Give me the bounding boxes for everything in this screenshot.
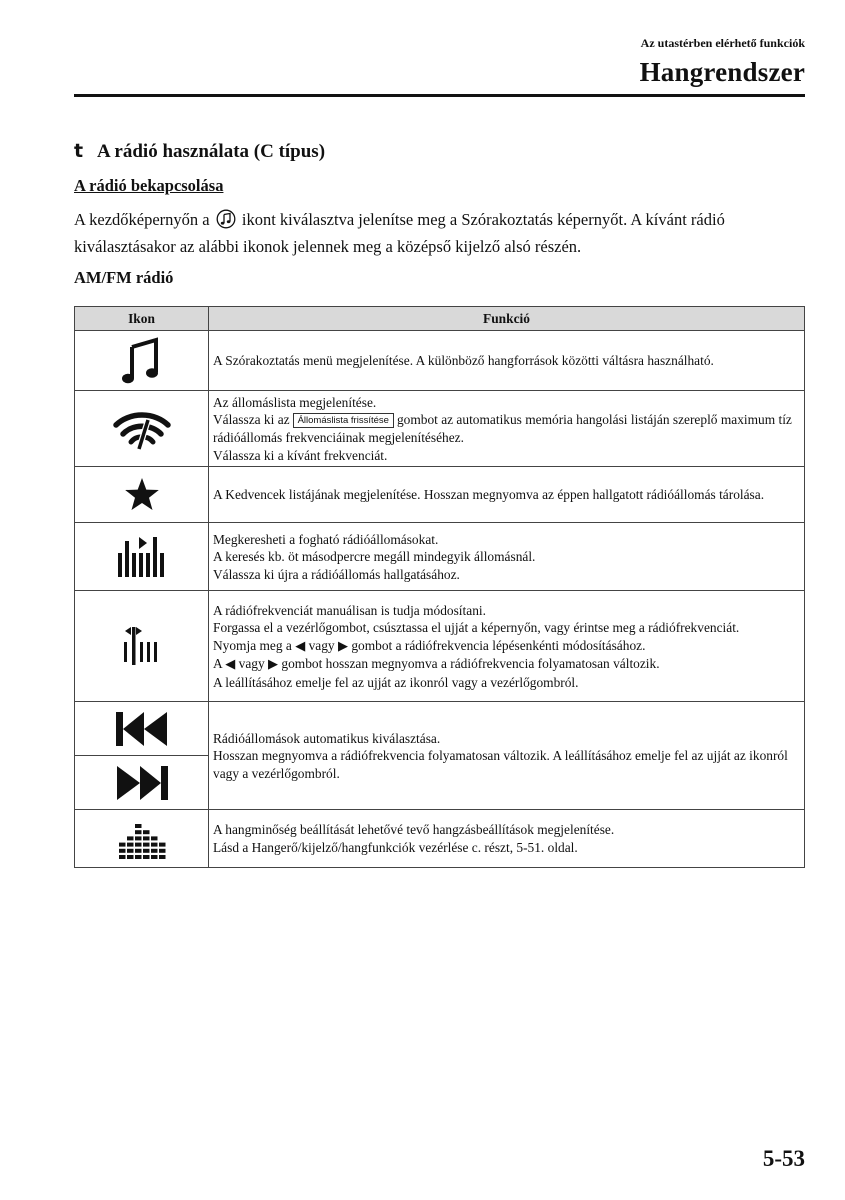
tune-up-arrow-icon: ▶ <box>337 638 348 654</box>
music-note-circle-icon <box>216 209 236 235</box>
row-function-cell: A rádiófrekvenciát manuálisan is tudja módosítani. Forgassa el a vezérlőgombot, csúsztassa el ujját a képernyőn, vagy érintse meg a rádiófrekvenciát. Nyomja meg a ◀ vagy ▶ gombot a rádiófrekvencia lépésenkénti módosításához. A ◀ vagy ▶ gombot hosszan megnyomva a rádiófrekvencia folyamatosan változik. A leállításához emelje fel az ujját az ikonról vagy a vezérlőgombról. <box>209 591 805 702</box>
am-fm-heading: AM/FM rádió <box>74 268 174 287</box>
row-function-cell: Rádióállomások automatikus kiválasztása. Hosszan megnyomva a rádiófrekvencia folyamatosan változik. A leállításához emelje fel az ujját az ikonról vagy a vezérlőgombról. <box>209 702 805 810</box>
row-icon-cell <box>75 810 209 868</box>
tune-up-arrow-icon: ▶ <box>268 657 279 673</box>
table-row <box>75 331 805 391</box>
header-rule <box>74 94 805 97</box>
star-icon <box>124 477 160 513</box>
intro-before-icon: A kezdőképernyőn a <box>74 210 210 229</box>
table-row <box>75 391 805 467</box>
seek-forward-icon <box>114 764 170 802</box>
chapter-title: Hangrendszer <box>639 57 805 87</box>
row-function-cell: A hangminőség beállítását lehetővé tevő hangzásbeállítások megjelenítése. Lásd a Hangerő/kijelző/hangfunkciók vezérlése c. részt, 5-51. oldal. <box>209 810 805 868</box>
header-function: Funkció <box>209 307 805 331</box>
station-list-refresh-button[interactable]: Állomáslista frissítése <box>293 413 394 428</box>
seek-back-icon <box>114 710 170 748</box>
tune-down-arrow-icon: ◀ <box>295 638 306 654</box>
music-note-icon <box>120 337 164 385</box>
table-row <box>75 702 805 756</box>
section-title: A rádió használata (C típus) <box>97 141 326 162</box>
row-function-cell: Az állomáslista megjelenítése. Válassza ki az Állomáslista frissítése gombot az automatikus memória hangolási listáján szereplő maximum tíz rádióállomás frekvenciáinak megjelenítéséhez. Válassza ki a kívánt frekvenciát. <box>209 391 805 467</box>
subsection-title: A rádió bekapcsolása <box>74 176 224 195</box>
row-icon-cell <box>75 591 209 702</box>
row-function-cell: A Szórakoztatás menü megjelenítése. A különböző hangforrások közötti váltásra használható. <box>209 331 805 391</box>
row-icon-cell <box>75 523 209 591</box>
sound-settings-icon <box>118 818 166 860</box>
table-row <box>75 523 805 591</box>
row-function-cell: A Kedvencek listájának megjelenítése. Hosszan megnyomva az éppen hallgatott rádióállomás tárolása. <box>209 467 805 523</box>
intro-after-icon: ikont kiválasztva jelenítse meg a Szórakoztatás képernyőt. A kívánt rádió kiválasztásakor az alábbi ikonok jelennek meg a középső kijelző alsó részén. <box>74 210 725 256</box>
section-label: Az utastérben elérhető funkciók <box>640 36 805 50</box>
table-row <box>75 810 805 868</box>
row-icon-cell <box>75 331 209 391</box>
table-row <box>75 467 805 523</box>
table-header-row <box>75 307 805 331</box>
tune-down-arrow-icon: ◀ <box>225 657 236 673</box>
scan-icon <box>116 535 168 579</box>
row-icon-cell <box>75 756 209 810</box>
manual-tune-icon <box>120 624 164 668</box>
intro-paragraph <box>74 208 809 258</box>
section-bullet: t <box>74 140 84 162</box>
row-icon-cell <box>75 391 209 467</box>
section-heading <box>74 140 325 163</box>
header-icon: Ikon <box>75 307 209 331</box>
icon-function-table <box>74 306 805 868</box>
row-function-cell: Megkeresheti a fogható rádióállomásokat. A keresés kb. öt másodpercre megáll mindegyik állomásnál. Válassza ki újra a rádióállomás hallgatásához. <box>209 523 805 591</box>
table-row <box>75 591 805 702</box>
page-number: 5-53 <box>762 1146 805 1171</box>
station-list-icon <box>112 405 172 453</box>
row-icon-cell <box>75 467 209 523</box>
row-icon-cell <box>75 702 209 756</box>
